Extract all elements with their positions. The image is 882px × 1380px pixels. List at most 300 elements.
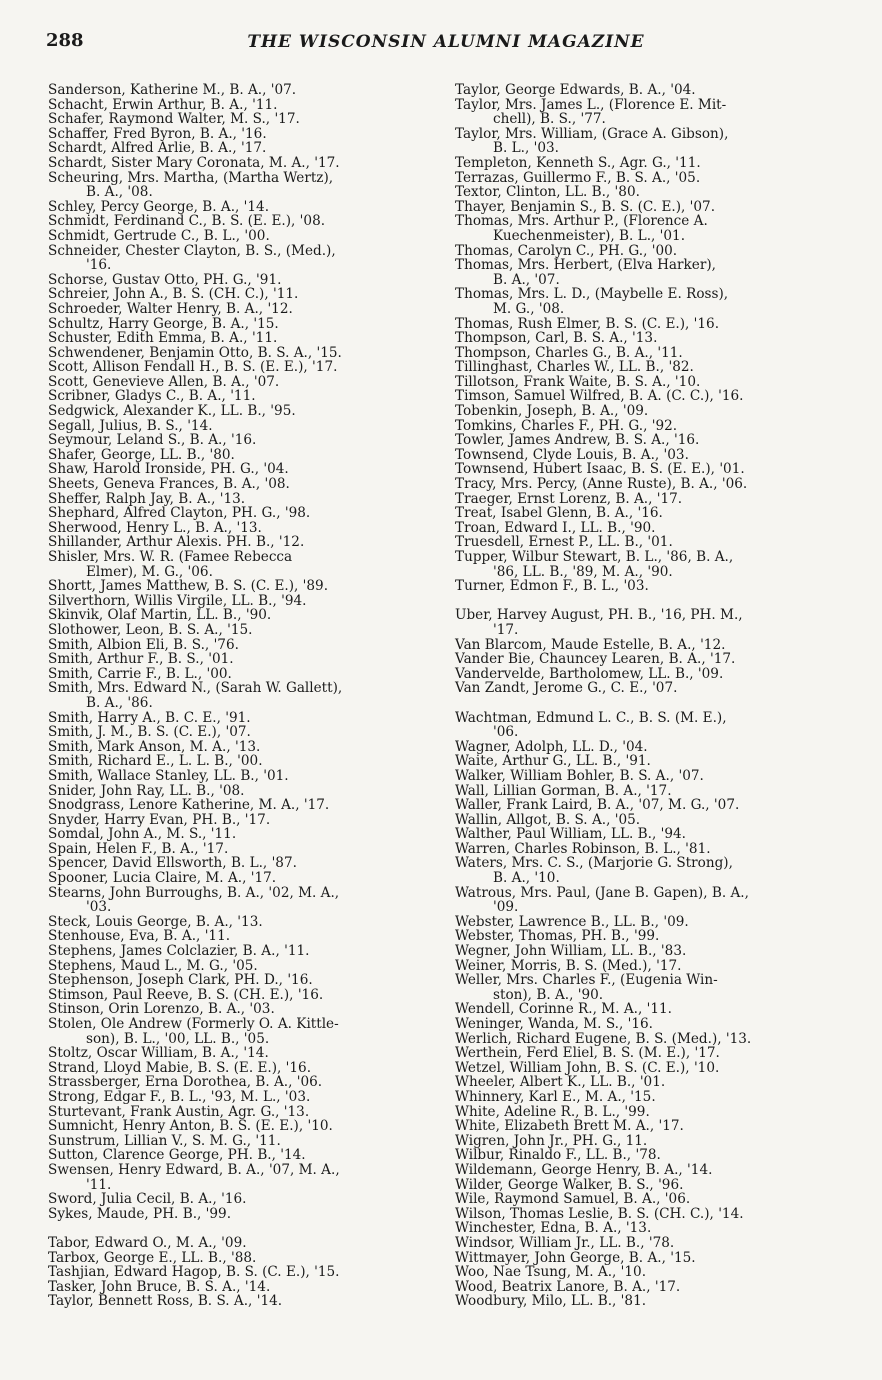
entry-line: Thayer, Benjamin S., B. S. (C. E.), '07. xyxy=(455,198,716,215)
alumni-entry xyxy=(48,1251,440,1266)
entry-line: Scheuring, Mrs. Martha, (Martha Wertz), xyxy=(48,169,334,186)
entry-line: Smith, Richard E., L. L. B., '00. xyxy=(48,753,263,770)
entry-line: Warren, Charles Robinson, B. L., '81. xyxy=(455,840,711,857)
entry-line: Sunstrum, Lillian V., S. M. G., '11. xyxy=(48,1132,281,1149)
alumni-entry xyxy=(455,1192,855,1207)
entry-line: Sherwood, Henry L., B. A., '13. xyxy=(48,519,262,536)
alumni-entry xyxy=(48,302,440,317)
alumni-entry xyxy=(48,1207,440,1222)
entry-line: Wile, Raymond Samuel, B. A., '06. xyxy=(455,1191,691,1208)
entry-line: Strassberger, Erna Dorothea, B. A., '06. xyxy=(48,1074,323,1091)
entry-line: Slothower, Leon, B. S. A., '15. xyxy=(48,621,253,638)
entry-line: Spooner, Lucia Claire, M. A., '17. xyxy=(48,870,277,887)
alumni-entry xyxy=(455,798,855,813)
entry-line: Scribner, Gladys C., B. A., '11. xyxy=(48,388,256,405)
alumni-entry xyxy=(48,1134,440,1149)
entry-line: Schreier, John A., B. S. (CH. C.), '11. xyxy=(48,286,299,303)
alumni-entry xyxy=(455,521,855,536)
alumni-entry xyxy=(455,83,855,98)
entry-line: Tracy, Mrs. Percy, (Anne Ruste), B. A., '06. xyxy=(455,476,748,493)
alumni-entry xyxy=(455,98,855,127)
entry-line: Smith, Albion Eli, B. S., '76. xyxy=(48,636,239,653)
alumni-entry xyxy=(455,1134,855,1149)
alumni-entry xyxy=(48,506,440,521)
alumni-entry xyxy=(48,346,440,361)
entry-line: Wallin, Allgot, B. S. A., '05. xyxy=(455,811,641,828)
entry-line: Werthein, Ferd Eliel, B. S. (M. E.), '17. xyxy=(455,1045,720,1062)
entry-line: Shisler, Mrs. W. R. (Famee Rebecca xyxy=(48,549,293,565)
alumni-entry xyxy=(455,929,855,944)
entry-line: Windsor, William Jr., LL. B., '78. xyxy=(455,1234,675,1251)
entry-line: Schafer, Raymond Walter, M. S., '17. xyxy=(48,111,300,128)
alumni-entry xyxy=(455,827,855,842)
alumni-entry xyxy=(48,462,440,477)
alumni-entry xyxy=(48,856,440,871)
alumni-entry xyxy=(455,769,855,784)
entry-line: White, Elizabeth Brett M. A., '17. xyxy=(455,1118,684,1135)
entry-line: Schaffer, Fred Byron, B. A., '16. xyxy=(48,125,267,142)
entry-line: Thomas, Carolyn C., PH. G., '00. xyxy=(455,242,678,259)
entry-line: Smith, Mrs. Edward N., (Sarah W. Gallett), xyxy=(48,680,343,697)
entry-line: Thomas, Mrs. Arthur P., (Florence A. xyxy=(455,213,708,230)
alumni-entry xyxy=(48,156,440,171)
entry-line: Stenhouse, Eva, B. A., '11. xyxy=(48,928,231,945)
alumni-entry xyxy=(48,1002,440,1017)
entry-line: Somdal, John A., M. S., '11. xyxy=(48,826,237,843)
alumni-entry xyxy=(48,1294,440,1309)
running-title: THE WISCONSIN ALUMNI MAGAZINE xyxy=(247,32,645,52)
alumni-entry xyxy=(455,638,855,653)
alumni-entry xyxy=(455,360,855,375)
entry-line: Shafer, George, LL. B., '80. xyxy=(48,446,235,463)
alumni-entry xyxy=(48,579,440,594)
alumni-entry xyxy=(455,1251,855,1266)
alumni-entry xyxy=(455,1294,855,1309)
entry-line: Taylor, Mrs. William, (Grace A. Gibson), xyxy=(455,125,729,142)
alumni-entry xyxy=(455,842,855,857)
entry-line: Sumnicht, Henry Anton, B. S. (E. E.), '10. xyxy=(48,1118,333,1135)
alumni-entry xyxy=(48,813,440,828)
alumni-entry xyxy=(48,331,440,346)
entry-line: Townsend, Clyde Louis, B. A., '03. xyxy=(455,446,689,463)
entry-line: Sheets, Geneva Frances, B. A., '08. xyxy=(48,476,290,493)
entry-line: Weller, Mrs. Charles F., (Eugenia Win- xyxy=(455,972,718,989)
alumni-entry xyxy=(48,419,440,434)
entry-line: White, Adeline R., B. L., '99. xyxy=(455,1103,650,1120)
alumni-entry xyxy=(48,171,440,200)
entry-line: Wittmayer, John George, B. A., '15. xyxy=(455,1249,696,1266)
alumni-entry xyxy=(455,1002,855,1017)
right-column xyxy=(455,83,855,1309)
entry-line: Schmidt, Ferdinand C., B. S. (E. E.), '08. xyxy=(48,213,326,230)
entry-line: Sykes, Maude, PH. B., '99. xyxy=(48,1205,232,1222)
alumni-entry xyxy=(455,389,855,404)
alumni-entry xyxy=(455,419,855,434)
entry-line: Thomas, Rush Elmer, B. S. (C. E.), '16. xyxy=(455,315,720,332)
entry-line: Watrous, Mrs. Paul, (Jane B. Gapen), B. A., xyxy=(455,884,749,901)
entry-line: '17. xyxy=(493,621,519,638)
alumni-entry xyxy=(455,550,855,579)
alumni-entry xyxy=(455,1032,855,1047)
entry-line: Skinvik, Olaf Martin, LL. B., '90. xyxy=(48,607,272,624)
entry-line: Tomkins, Charles F., PH. G., '92. xyxy=(455,417,678,434)
entry-line: Weninger, Wanda, M. S., '16. xyxy=(455,1016,653,1032)
entry-line: Wood, Beatrix Lanore, B. A., '17. xyxy=(455,1278,681,1295)
entry-line: Shephard, Alfred Clayton, PH. G., '98. xyxy=(48,505,311,522)
section-gap xyxy=(455,594,855,609)
entry-line: Stephens, James Colclazier, B. A., '11. xyxy=(48,943,310,960)
entry-line: Terrazas, Guillermo F., B. S. A., '05. xyxy=(455,169,701,186)
entry-line: Shillander, Arthur Alexis. PH. B., '12. xyxy=(48,534,305,551)
alumni-entry xyxy=(455,433,855,448)
alumni-entry xyxy=(48,448,440,463)
alumni-entry xyxy=(48,244,440,273)
entry-line: Tillotson, Frank Waite, B. S. A., '10. xyxy=(455,373,701,390)
alumni-entry xyxy=(455,944,855,959)
entry-line: Elmer), M. G., '06. xyxy=(86,563,213,580)
entry-line: Vander Bie, Chauncey Learen, B. A., '17. xyxy=(455,651,736,668)
alumni-entry xyxy=(455,652,855,667)
entry-line: Sutton, Clarence George, PH. B., '14. xyxy=(48,1147,306,1164)
alumni-entry xyxy=(48,360,440,375)
alumni-entry xyxy=(455,740,855,755)
alumni-entry xyxy=(48,623,440,638)
alumni-entry xyxy=(455,813,855,828)
alumni-entry xyxy=(48,1075,440,1090)
alumni-entry xyxy=(48,535,440,550)
entry-line: '86, LL. B., '89, M. A., '90. xyxy=(493,563,673,580)
entry-line: Traeger, Ernst Lorenz, B. A., '17. xyxy=(455,490,683,507)
page-number: 288 xyxy=(46,30,84,51)
entry-line: son), B. L., '00, LL. B., '05. xyxy=(86,1030,270,1047)
alumni-entry xyxy=(48,127,440,142)
entry-line: '06. xyxy=(493,724,519,741)
alumni-entry xyxy=(48,1090,440,1105)
entry-line: Webster, Lawrence B., LL. B., '09. xyxy=(455,913,689,930)
alumni-entry xyxy=(48,871,440,886)
alumni-entry xyxy=(48,988,440,1003)
alumni-entry xyxy=(455,244,855,259)
alumni-entry xyxy=(48,1017,440,1046)
left-column xyxy=(48,83,440,1309)
entry-line: Wachtman, Edmund L. C., B. S. (M. E.), xyxy=(455,709,727,726)
entry-line: Smith, Wallace Stanley, LL. B., '01. xyxy=(48,767,289,784)
alumni-entry xyxy=(48,1046,440,1061)
alumni-entry xyxy=(48,98,440,113)
alumni-entry xyxy=(455,258,855,287)
entry-line: Steck, Louis George, B. A., '13. xyxy=(48,913,263,930)
alumni-entry xyxy=(48,959,440,974)
alumni-entry xyxy=(455,959,855,974)
alumni-entry xyxy=(48,550,440,579)
entry-line: Towler, James Andrew, B. S. A., '16. xyxy=(455,432,700,449)
entry-line: Stephenson, Joseph Clark, PH. D., '16. xyxy=(48,972,313,989)
alumni-entry xyxy=(455,1236,855,1251)
alumni-entry xyxy=(455,185,855,200)
alumni-entry xyxy=(48,375,440,390)
entry-line: Taylor, Mrs. James L., (Florence E. Mit- xyxy=(455,96,727,113)
entry-line: Tupper, Wilbur Stewart, B. L., '86, B. A., xyxy=(455,549,734,565)
entry-line: Woodbury, Milo, LL. B., '81. xyxy=(455,1293,647,1310)
entry-line: Stolen, Ole Andrew (Formerly O. A. Kittle- xyxy=(48,1016,339,1032)
alumni-entry xyxy=(48,112,440,127)
entry-line: Stimson, Paul Reeve, B. S. (CH. E.), '16. xyxy=(48,986,324,1003)
alumni-entry xyxy=(48,608,440,623)
alumni-entry xyxy=(48,389,440,404)
alumni-entry xyxy=(455,915,855,930)
alumni-entry xyxy=(48,317,440,332)
entry-line: Spain, Helen F., B. A., '17. xyxy=(48,840,229,857)
entry-line: Sheffer, Ralph Jay, B. A., '13. xyxy=(48,490,246,507)
alumni-entry xyxy=(48,433,440,448)
entry-line: Scott, Allison Fendall H., B. S. (E. E.), '17. xyxy=(48,359,338,376)
section-gap xyxy=(48,1221,440,1236)
entry-line: Smith, Harry A., B. C. E., '91. xyxy=(48,709,251,726)
entry-line: Smith, J. M., B. S. (C. E.), '07. xyxy=(48,724,251,741)
alumni-entry xyxy=(455,784,855,799)
alumni-entry xyxy=(455,492,855,507)
entry-line: Werlich, Richard Eugene, B. S. (Med.), '13. xyxy=(455,1030,752,1047)
alumni-entry xyxy=(48,1192,440,1207)
alumni-entry xyxy=(48,929,440,944)
entry-line: Thompson, Charles G., B. A., '11. xyxy=(455,344,683,361)
entry-line: Stinson, Orin Lorenzo, B. A., '03. xyxy=(48,1001,275,1018)
alumni-entry xyxy=(48,404,440,419)
entry-line: B. A., '07. xyxy=(493,271,560,288)
entry-line: Strong, Edgar F., B. L., '93, M. L., '03. xyxy=(48,1088,311,1105)
entry-line: Waters, Mrs. C. S., (Marjorie G. Strong), xyxy=(455,855,733,872)
alumni-entry xyxy=(48,973,440,988)
entry-line: Thomas, Mrs. L. D., (Maybelle E. Ross), xyxy=(455,286,729,303)
entry-line: Tasker, John Bruce, B. S. A., '14. xyxy=(48,1278,271,1295)
alumni-entry xyxy=(455,214,855,243)
entry-line: Weiner, Morris, B. S. (Med.), '17. xyxy=(455,957,682,974)
entry-line: Segall, Julius, B. S., '14. xyxy=(48,417,213,434)
entry-line: Smith, Carrie F., B. L., '00. xyxy=(48,665,232,682)
entry-line: Taylor, George Edwards, B. A., '04. xyxy=(455,82,696,98)
alumni-entry xyxy=(455,1148,855,1163)
entry-line: Uber, Harvey August, PH. B., '16, PH. M., xyxy=(455,607,743,624)
alumni-entry xyxy=(455,127,855,156)
alumni-entry xyxy=(48,740,440,755)
alumni-entry xyxy=(48,1061,440,1076)
entry-line: Thompson, Carl, B. S. A., '13. xyxy=(455,330,658,347)
entry-line: Schley, Percy George, B. A., '14. xyxy=(48,198,270,215)
alumni-entry xyxy=(48,141,440,156)
alumni-entry xyxy=(48,754,440,769)
entry-line: Treat, Isabel Glenn, B. A., '16. xyxy=(455,505,663,522)
alumni-entry xyxy=(48,477,440,492)
entry-line: B. A., '08. xyxy=(86,184,153,201)
alumni-entry xyxy=(455,1265,855,1280)
entry-line: B. A., '10. xyxy=(493,870,560,887)
alumni-entry xyxy=(455,317,855,332)
alumni-entry xyxy=(455,1017,855,1032)
entry-line: Snyder, Harry Evan, PH. B., '17. xyxy=(48,811,271,828)
alumni-entry xyxy=(455,608,855,637)
entry-line: Wheeler, Albert K., LL. B., '01. xyxy=(455,1074,666,1091)
entry-line: Schneider, Chester Clayton, B. S., (Med.), xyxy=(48,242,336,259)
alumni-entry xyxy=(455,711,855,740)
entry-line: Templeton, Kenneth S., Agr. G., '11. xyxy=(455,154,701,171)
alumni-entry xyxy=(455,171,855,186)
entry-line: Taylor, Bennett Ross, B. S. A., '14. xyxy=(48,1293,283,1310)
entry-line: B. L., '03. xyxy=(493,140,559,157)
alumni-entry xyxy=(48,842,440,857)
alumni-entry xyxy=(48,229,440,244)
alumni-entry xyxy=(455,331,855,346)
alumni-entry xyxy=(455,287,855,316)
entry-line: Silverthorn, Willis Virgile, LL. B., '94. xyxy=(48,592,307,609)
entry-line: Wilson, Thomas Leslie, B. S. (CH. C.), '14. xyxy=(455,1205,744,1222)
alumni-entry xyxy=(455,404,855,419)
entry-line: Stoltz, Oscar William, B. A., '14. xyxy=(48,1045,269,1062)
entry-line: Snodgrass, Lenore Katherine, M. A., '17. xyxy=(48,797,330,814)
entry-line: Textor, Clinton, LL. B., '80. xyxy=(455,184,640,201)
entry-line: Woo, Nae Tsung, M. A., '10. xyxy=(455,1264,647,1281)
alumni-entry xyxy=(455,667,855,682)
entry-line: Wall, Lillian Gorman, B. A., '17. xyxy=(455,782,672,799)
alumni-entry xyxy=(455,1207,855,1222)
alumni-entry xyxy=(48,711,440,726)
alumni-entry xyxy=(455,156,855,171)
alumni-entry xyxy=(455,1163,855,1178)
entry-line: Wilder, George Walker, B. S., '96. xyxy=(455,1176,684,1193)
alumni-entry xyxy=(48,652,440,667)
alumni-entry xyxy=(48,1265,440,1280)
entry-line: Van Blarcom, Maude Estelle, B. A., '12. xyxy=(455,636,726,653)
entry-line: Winchester, Edna, B. A., '13. xyxy=(455,1220,652,1237)
alumni-entry xyxy=(48,521,440,536)
entry-line: B. A., '86. xyxy=(86,694,153,711)
alumni-entry xyxy=(48,725,440,740)
entry-line: Swensen, Henry Edward, B. A., '07, M. A., xyxy=(48,1161,340,1178)
section-gap xyxy=(455,696,855,711)
entry-line: Kuechenmeister), B. L., '01. xyxy=(493,227,686,244)
entry-line: Spencer, David Ellsworth, B. L., '87. xyxy=(48,855,297,872)
entry-line: Wendell, Corinne R., M. A., '11. xyxy=(455,1001,672,1018)
alumni-entry xyxy=(48,287,440,302)
entry-line: Sanderson, Katherine M., B. A., '07. xyxy=(48,82,297,98)
alumni-entry xyxy=(455,1061,855,1076)
entry-line: '09. xyxy=(493,899,519,916)
alumni-entry xyxy=(48,827,440,842)
alumni-entry xyxy=(48,769,440,784)
alumni-entry xyxy=(455,462,855,477)
alumni-entry xyxy=(455,579,855,594)
alumni-entry xyxy=(48,1148,440,1163)
alumni-entry xyxy=(48,638,440,653)
entry-line: Sword, Julia Cecil, B. A., '16. xyxy=(48,1191,247,1208)
entry-line: Schacht, Erwin Arthur, B. A., '11. xyxy=(48,96,278,113)
entry-line: Scott, Genevieve Allen, B. A., '07. xyxy=(48,373,280,390)
alumni-entry xyxy=(455,1105,855,1120)
alumni-entry xyxy=(455,754,855,769)
entry-line: Sturtevant, Frank Austin, Agr. G., '13. xyxy=(48,1103,310,1120)
entry-line: Shortt, James Matthew, B. S. (C. E.), '89. xyxy=(48,578,329,595)
entry-line: Troan, Edward I., LL. B., '90. xyxy=(455,519,656,536)
entry-line: Truesdell, Ernest P., LL. B., '01. xyxy=(455,534,673,551)
alumni-entry xyxy=(48,886,440,915)
alumni-entry xyxy=(455,1090,855,1105)
alumni-entry xyxy=(455,1178,855,1193)
alumni-entry xyxy=(455,1046,855,1061)
alumni-entry xyxy=(48,1236,440,1251)
entry-line: Schardt, Alfred Arlie, B. A., '17. xyxy=(48,140,267,157)
entry-line: Tillinghast, Charles W., LL. B., '82. xyxy=(455,359,694,376)
alumni-entry xyxy=(455,886,855,915)
entry-line: Timson, Samuel Wilfred, B. A. (C. C.), '16. xyxy=(455,388,744,405)
entry-line: Turner, Edmon F., B. L., '03. xyxy=(455,578,649,595)
alumni-entry xyxy=(48,594,440,609)
entry-line: Shaw, Harold Ironside, PH. G., '04. xyxy=(48,461,289,478)
entry-line: '11. xyxy=(86,1176,112,1193)
entry-line: Wildemann, George Henry, B. A., '14. xyxy=(455,1161,713,1178)
entry-line: Van Zandt, Jerome G., C. E., '07. xyxy=(455,680,678,697)
alumni-entry xyxy=(48,200,440,215)
alumni-entry xyxy=(455,1221,855,1236)
alumni-entry xyxy=(455,856,855,885)
alumni-entry xyxy=(48,1105,440,1120)
entry-line: Schuster, Edith Emma, B. A., '11. xyxy=(48,330,278,347)
entry-line: Wagner, Adolph, LL. D., '04. xyxy=(455,738,648,755)
entry-line: Smith, Mark Anson, M. A., '13. xyxy=(48,738,261,755)
alumni-entry xyxy=(48,1280,440,1295)
alumni-entry xyxy=(48,667,440,682)
entry-line: Snider, John Ray, LL. B., '08. xyxy=(48,782,245,799)
alumni-entry xyxy=(455,1119,855,1134)
entry-line: Seymour, Leland S., B. A., '16. xyxy=(48,432,257,449)
entry-line: Wegner, John William, LL. B., '83. xyxy=(455,943,687,960)
entry-line: '03. xyxy=(86,899,112,916)
entry-line: Walker, William Bohler, B. S. A., '07. xyxy=(455,767,704,784)
entry-line: Townsend, Hubert Isaac, B. S. (E. E.), '01. xyxy=(455,461,745,478)
entry-line: Vandervelde, Bartholomew, LL. B., '09. xyxy=(455,665,724,682)
entry-line: Tarbox, George E., LL. B., '88. xyxy=(48,1249,257,1266)
entry-line: Stearns, John Burroughs, B. A., '02, M. A., xyxy=(48,884,340,901)
alumni-entry xyxy=(48,214,440,229)
entry-line: Strand, Lloyd Mabie, B. S. (E. E.), '16. xyxy=(48,1059,312,1076)
alumni-entry xyxy=(455,477,855,492)
entry-line: Sedgwick, Alexander K., LL. B., '95. xyxy=(48,403,296,420)
alumni-entry xyxy=(455,506,855,521)
entry-line: '16. xyxy=(86,257,112,274)
entry-line: Thomas, Mrs. Herbert, (Elva Harker), xyxy=(455,257,716,274)
alumni-entry xyxy=(48,492,440,507)
entry-line: Webster, Thomas, PH. B., '99. xyxy=(455,928,660,945)
entry-line: Walther, Paul William, LL. B., '94. xyxy=(455,826,686,843)
entry-line: Schorse, Gustav Otto, PH. G., '91. xyxy=(48,271,282,288)
alumni-entry xyxy=(455,973,855,1002)
alumni-entry xyxy=(48,273,440,288)
alumni-entry xyxy=(48,1163,440,1192)
entry-line: Wetzel, William John, B. S. (C. E.), '10. xyxy=(455,1059,720,1076)
entry-line: Whinnery, Karl E., M. A., '15. xyxy=(455,1088,656,1105)
alumni-entry xyxy=(48,798,440,813)
alumni-entry xyxy=(455,1280,855,1295)
entry-line: ston), B. A., '90. xyxy=(493,986,604,1003)
entry-line: Stephens, Maud L., M. G., '05. xyxy=(48,957,258,974)
entry-line: Waller, Frank Laird, B. A., '07, M. G., '07. xyxy=(455,797,740,814)
entry-line: Schmidt, Gertrude C., B. L., '00. xyxy=(48,227,270,244)
entry-line: Wilbur, Rinaldo F., LL. B., '78. xyxy=(455,1147,661,1164)
entry-line: Tobenkin, Joseph, B. A., '09. xyxy=(455,403,649,420)
alumni-entry xyxy=(48,944,440,959)
entry-line: Tabor, Edward O., M. A., '09. xyxy=(48,1234,247,1251)
alumni-entry xyxy=(48,1119,440,1134)
entry-line: Tashjian, Edward Hagop, B. S. (C. E.), '15. xyxy=(48,1264,340,1281)
entry-line: M. G., '08. xyxy=(493,300,565,317)
